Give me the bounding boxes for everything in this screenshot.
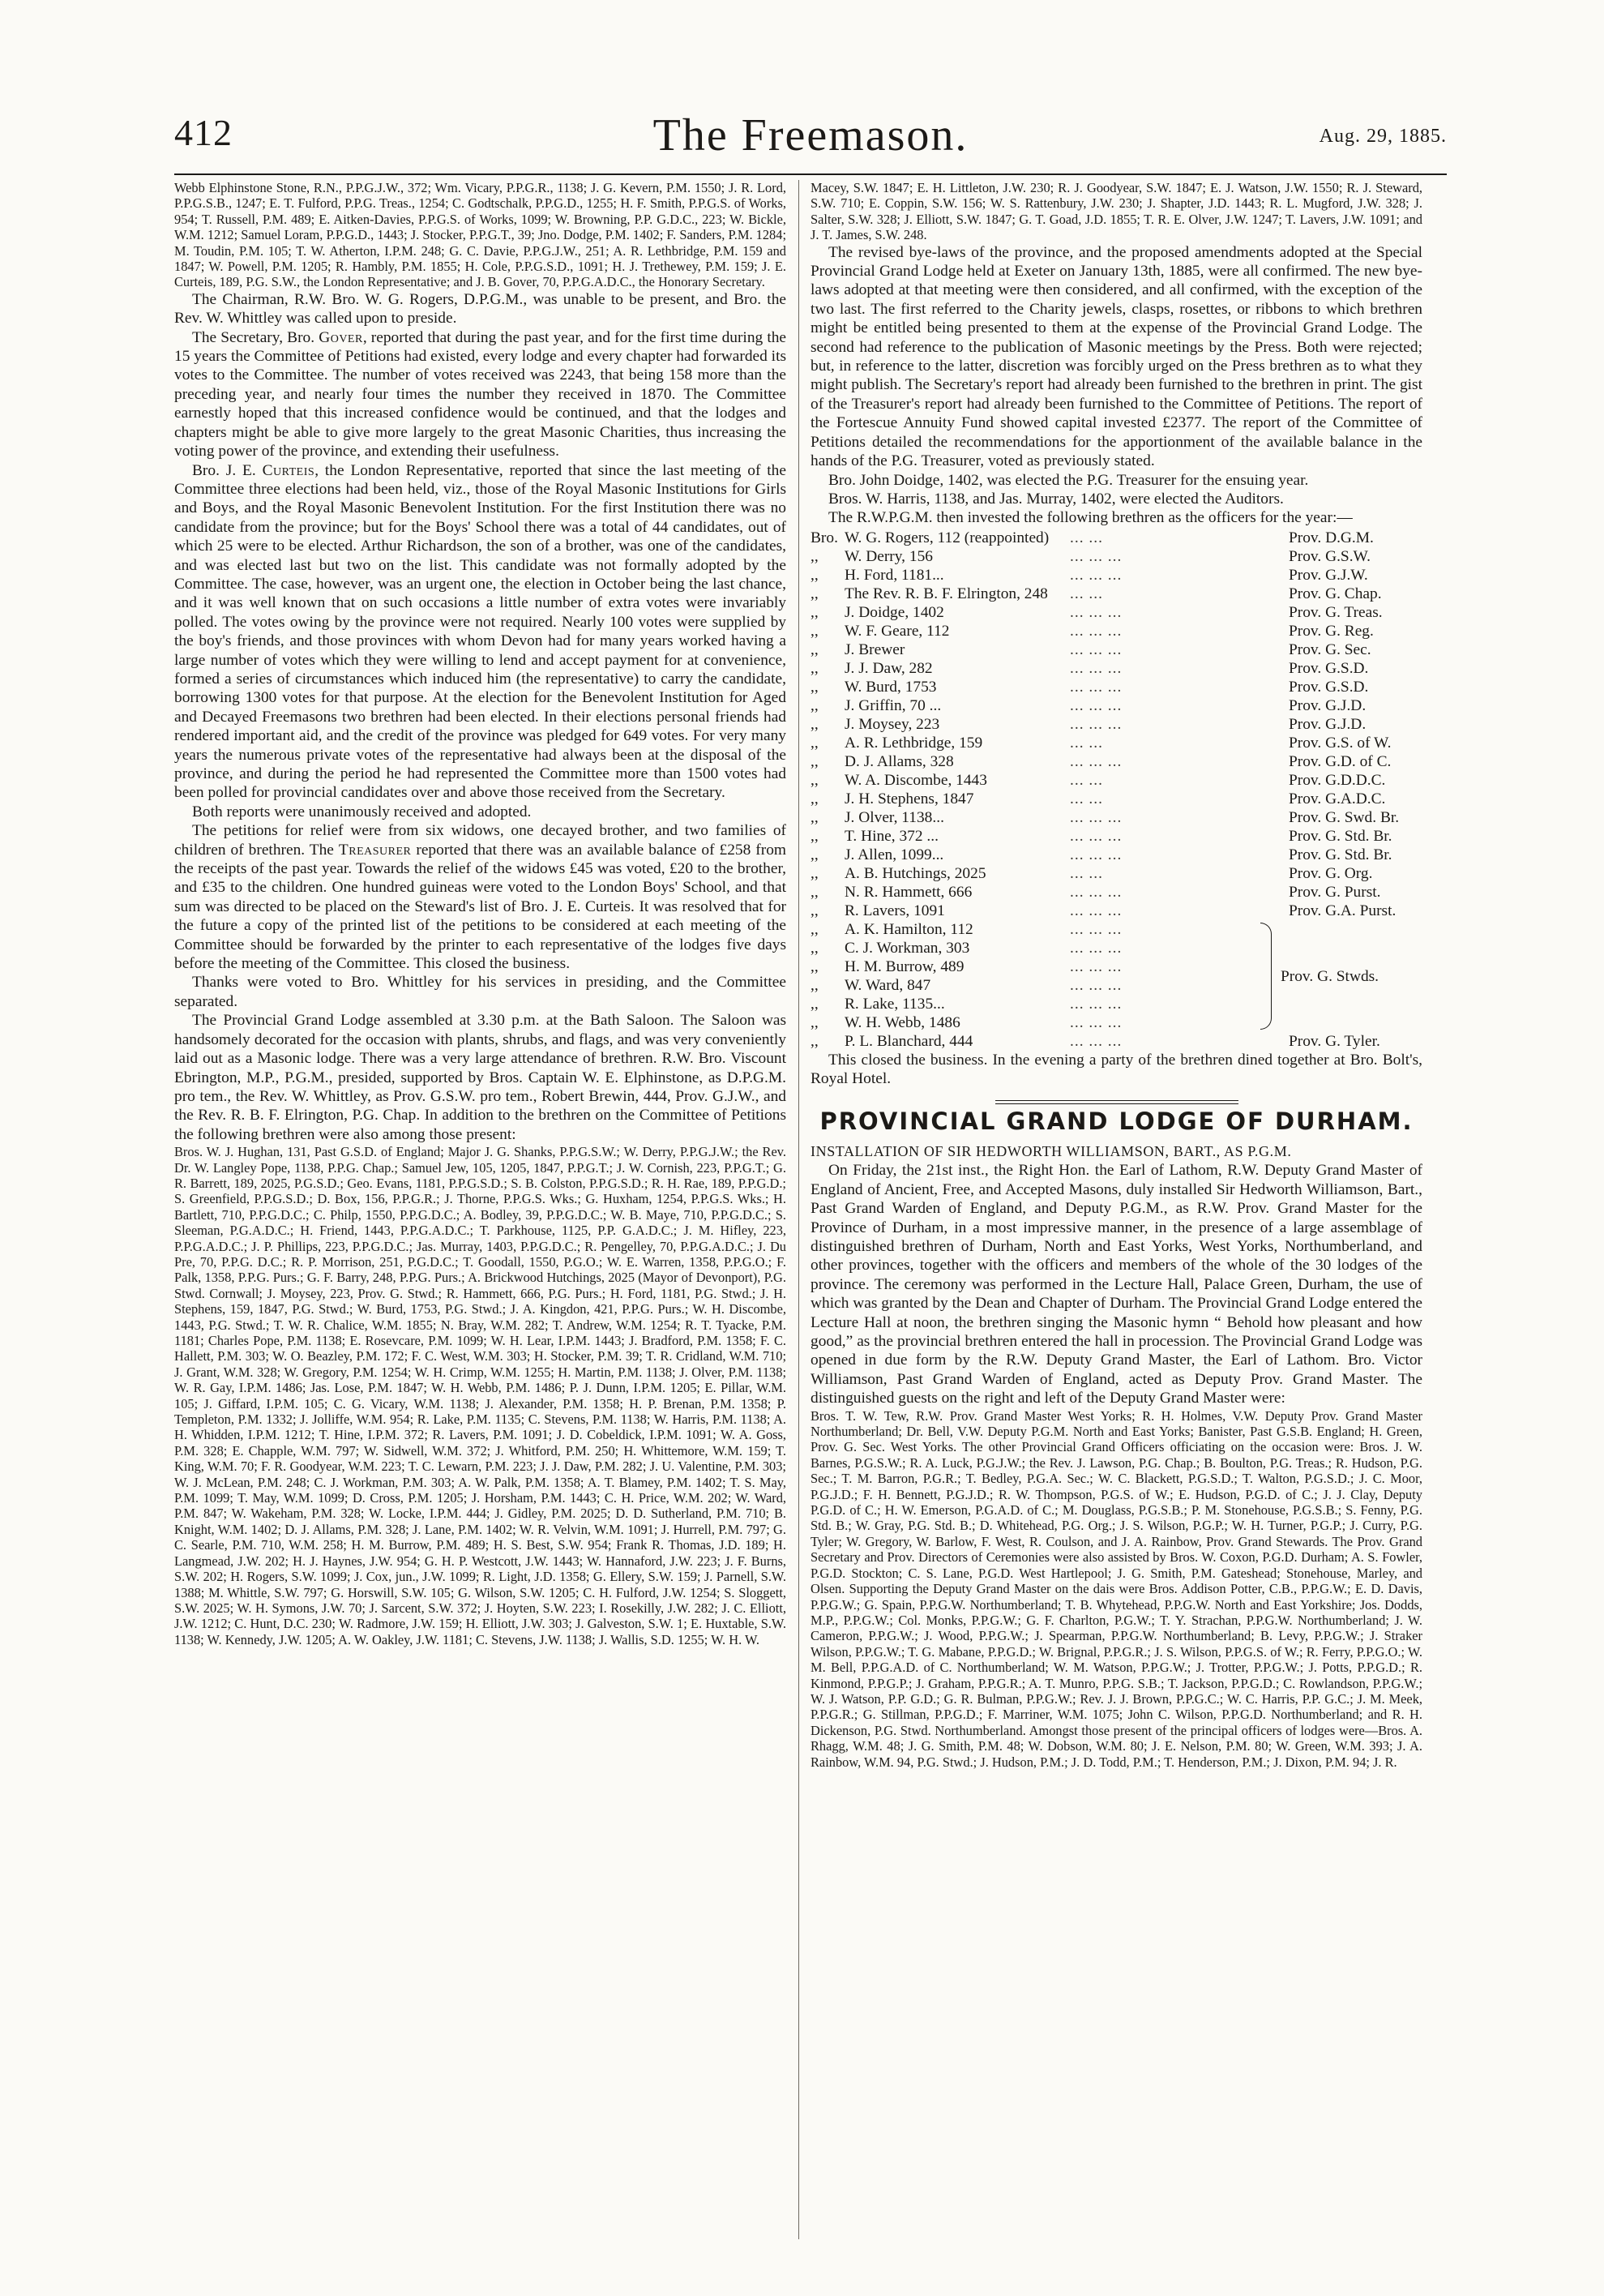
officer-office: Prov. D.G.M. bbox=[1289, 529, 1374, 546]
officer-name: R. Lake, 1135... bbox=[845, 995, 945, 1013]
leader-dots: ... ... ... bbox=[1070, 678, 1123, 696]
paragraph-secretary-report bbox=[174, 328, 786, 461]
officer-name: W. Ward, 847 bbox=[845, 976, 931, 994]
officer-name: W. F. Geare, 112 bbox=[845, 622, 950, 640]
officer-row bbox=[811, 995, 1422, 1013]
officer-name: A. R. Lethbridge, 159 bbox=[845, 734, 983, 752]
leader-dots: ... ... ... bbox=[1070, 957, 1123, 975]
paragraph-thanks: Thanks were voted to Bro. Whittley for his services in presiding, and the Committee separated. bbox=[174, 974, 786, 1010]
officer-prefix: ,, bbox=[811, 603, 819, 621]
officer-name: J. Moysey, 223 bbox=[845, 715, 940, 733]
officer-office: Prov. G. Treas. bbox=[1289, 603, 1383, 621]
officer-row bbox=[811, 640, 1422, 659]
leader-dots: ... ... ... bbox=[1070, 920, 1123, 938]
newspaper-title: The Freemason. bbox=[652, 110, 969, 161]
officer-name: W. A. Discombe, 1443 bbox=[845, 771, 987, 789]
officer-office: Prov. G.J.D. bbox=[1289, 715, 1367, 733]
officer-row bbox=[811, 752, 1422, 771]
officer-prefix: ,, bbox=[811, 902, 819, 919]
officer-prefix: ,, bbox=[811, 790, 819, 807]
section-heading: PROVINCIAL GRAND LODGE OF DURHAM. bbox=[819, 1107, 1414, 1135]
officer-prefix: ,, bbox=[811, 622, 819, 640]
paragraph-reports-adopted: Both reports were unanimously received and adopted. bbox=[192, 803, 532, 820]
officer-prefix: ,, bbox=[811, 566, 819, 584]
section-rule bbox=[995, 1100, 1238, 1101]
leader-dots: ... ... ... bbox=[1070, 1032, 1123, 1050]
attendee-list-text: Macey, S.W. 1847; E. H. Littleton, J.W. 230; R. J. Goodyear, S.W. 1847; E. J. Watson, J.W. 1550; R. J. Steward, S.W. 710; E. Coppin, S.W. 156; W. S. Rattenbury, J.W. 230; J. Shapter, J.D. 1443; R. L. Mugford, J.W. 328; J. Salter, S.W. 328; J. Elliott, S.W. 1847; G. T. Goad, J.D. 1855; T. R. E. Olver, J.W. 1247; T. Lavers, J.W. 1091; and J. T. James, S.W. 248. bbox=[811, 180, 1422, 243]
officer-office: Prov. G. Swd. Br. bbox=[1289, 808, 1400, 826]
officer-prefix: ,, bbox=[811, 808, 819, 826]
officer-prefix: ,, bbox=[811, 883, 819, 901]
installation-subheading: INSTALLATION OF SIR HEDWORTH WILLIAMSON, BART., AS P.G.M. bbox=[811, 1142, 1292, 1159]
leader-dots: ... ... ... bbox=[1070, 603, 1123, 621]
paragraph-chairman: The Chairman, R.W. Bro. W. G. Rogers, D.P.G.M., was unable to be present, and Bro. the Rev. W. Whittley was called upon to preside. bbox=[174, 290, 786, 328]
text-span: The petitions for relief were from six widows, one decayed brother, and two families of children of brethren. The bbox=[174, 822, 786, 859]
officer-prefix: ,, bbox=[811, 976, 819, 994]
leader-dots: ... ... ... bbox=[1070, 752, 1123, 770]
officer-prefix: ,, bbox=[811, 752, 819, 770]
leader-dots: ... ... ... bbox=[1070, 939, 1123, 957]
name-smallcaps: Treasurer bbox=[338, 841, 412, 859]
attendee-list-text: Bros. T. W. Tew, R.W. Prov. Grand Master West Yorks; R. H. Holmes, V.W. Deputy Prov. Grand Master Northumberland; Dr. Bell, V.W. Deputy P.G.M. North and East Yorks; Banister, Past G.S.B. England; H. Green, Prov. G. Sec. West Yorks. The other Provincial Grand Officers officiating on the occasion were: Bros. J. W. Barnes, P.G.S.W.; R. A. Luck, P.G.J.W.; the Rev. J. Lawson, P.G. Chap.; B. Boulton, P.G. Treas.; R. Hudson, P.G. Sec.; T. M. Barron, P.G.R.; T. Bedley, P.G.A. Sec.; W. C. Blackett, P.G.S.D.; T. Walton, P.G.S.D.; J. C. Moor, P.G.J.D.; F. H. Bennett, P.G.J.D.; R. W. Thompson, P.G.S. of W.; E. Hudson, P.G.D. of C.; J. J. Clay, Deputy P.G.D. of C.; H. W. Emerson, P.G.A.D. of C.; M. Douglass, P.G.S.B.; P. M. Stonehouse, P.G.S.B.; S. Fenny, P.G. Std. B.; W. Gray, P.G. Std. B.; D. Whitehead, P.G. Org.; J. S. Wilson, P.G.P.; W. H. Turner, P.G.P.; J. Curry, P.G. Tyler; W. Gregory, W. Barlow, F. West, R. Coulson, and J. A. Rainbow, Prov. Grand Stewards. The Prov. Grand Secretary and Prov. Directors of Ceremonies were also assisted by Bros. W. Coxon, P.G.D. Durham; A. S. Fowler, P.G.D. Stockton; C. S. Lane, P.G.D. West Hartlepool; J. G. Smith, P.M. Gateshead; Stonehouse, Marley, and Olsen. Supporting the Deputy Grand Master on the dais were Bros. Addison Potter, C.B., P.P.G.W.; E. D. Davis, P.P.G.W.; G. Spain, P.P.G.W. Northumberland; T. B. Whytehead, P.P.G.W. North and East Yorkshire; Jos. Dodds, M.P., P.P.G.W.; Col. Monks, P.P.G.W.; G. F. Charlton, P.G.W.; T. Y. Strachan, P.P.G.W. Northumberland; J. W. Cameron, P.P.G.W.; J. Wood, P.P.G.W.; J. Spearman, P.P.G.W. Northumberland; B. Levy, P.P.G.W.; J. Straker Wilson, P.P.G.W.; T. G. Mabane, P.P.G.D.; W. Brignal, P.P.G.R.; J. S. Wilson, P.P.G.S. of W.; R. Ferry, P.P.G.O.; W. M. Bell, P.P.G.A.D. of C. Northumberland; W. M. Watson, P.P.G.W.; J. Trotter, P.P.G.W.; J. Potts, P.P.G.D.; R. Kinmond, P.P.G.P.; J. Graham, P.P.G.R.; A. T. Munro, P.P.G. S.B.; T. Jackson, P.P.G.D.; C. Rowlandson, P.P.G.W.; W. J. Watson, P.P. G.D.; G. R. Bulman, P.P.G.W.; Rev. J. J. Brown, P.P.G.C.; W. C. Harris, P.P. G.C.; J. M. Meek, P.P.G.R.; G. Stillman, P.P.G.D.; F. Marriner, W.M. 1075; John C. Wilson, P.P.G.D. Northumberland; and R. H. Dickenson, P.G. Stwd. Northumberland. Amongst those present of the principal officers of lodges were—Bros. A. Rhagg, W.M. 48; J. G. Smith, P.M. 48; W. Dobson, W.M. 80; J. E. Nelson, P.M. 80; W. Green, W.M. 393; J. A. Rainbow, W.M. 94, P.G. Stwd.; J. Hudson, P.M.; J. D. Todd, P.M.; T. Henderson, P.M.; J. Dixon, P.M. 94; J. R. bbox=[811, 1407, 1422, 1770]
officer-name: W. G. Rogers, 112 (reappointed) bbox=[845, 529, 1050, 546]
officer-prefix: ,, bbox=[811, 864, 819, 882]
officer-row bbox=[811, 808, 1422, 827]
officer-name: H. Ford, 1181... bbox=[845, 566, 944, 584]
officer-row bbox=[811, 771, 1422, 790]
durham-attendee-list bbox=[811, 1408, 1422, 1770]
paragraph-provincial-grand-lodge: The Provincial Grand Lodge assembled at 3.30 p.m. at the Bath Saloon. The Saloon was handsomely decorated for the occasion with plants, shrubs, and flags, and was very conveniently laid out as a Masonic lodge. There was a very large attendance of brethren. R.W. Bro. Viscount Ebrington, M.P., P.G.M., presided, supported by Bros. Captain W. E. Elphinstone, as D.P.G.M. pro tem., the Rev. W. Whittley, as Prov. G.S.W. pro tem., Robert Brewin, 444, Prov. G.J.W., and the Rev. R. B. F. Elrington, P.G. Chap. In addition to the brethren on the Committee of Petitions the following brethren were also among those present: bbox=[174, 1012, 786, 1143]
officer-office: Prov. G.A. Purst. bbox=[1289, 902, 1397, 919]
leader-dots: ... ... bbox=[1070, 585, 1103, 602]
paragraph-london-representative bbox=[174, 461, 786, 803]
officer-name: J. Brewer bbox=[845, 640, 905, 658]
leader-dots: ... ... bbox=[1070, 864, 1103, 882]
paragraph-closing: This closed the business. In the evening a party of the brethren dined together at Bro. Bolt's, Royal Hotel. bbox=[811, 1051, 1422, 1088]
right-column bbox=[811, 180, 1422, 1770]
paragraph-treasurer-elected: Bro. John Doidge, 1402, was elected the P.G. Treasurer for the ensuing year. bbox=[828, 471, 1309, 489]
officer-office: Prov. G.S. of W. bbox=[1289, 734, 1392, 752]
leader-dots: ... ... ... bbox=[1070, 902, 1123, 919]
officer-prefix: ,, bbox=[811, 547, 819, 565]
leader-dots: ... ... bbox=[1070, 790, 1103, 807]
leader-dots: ... ... ... bbox=[1070, 1013, 1123, 1031]
officer-prefix: ,, bbox=[811, 771, 819, 789]
officer-prefix: ,, bbox=[811, 678, 819, 696]
officer-office: Prov. G. Chap. bbox=[1289, 585, 1382, 602]
officer-row bbox=[811, 902, 1422, 920]
officer-row bbox=[811, 734, 1422, 752]
officer-prefix: ,, bbox=[811, 995, 819, 1013]
officer-name: D. J. Allams, 328 bbox=[845, 752, 954, 770]
officer-row bbox=[811, 566, 1422, 585]
officer-office: Prov. G.J.D. bbox=[1289, 696, 1367, 714]
officer-office: Prov. G.S.D. bbox=[1289, 659, 1369, 677]
officer-row bbox=[811, 585, 1422, 603]
officer-name: P. L. Blanchard, 444 bbox=[845, 1032, 973, 1050]
officer-office: Prov. G. Org. bbox=[1289, 864, 1373, 882]
name-smallcaps: Gover bbox=[319, 328, 363, 346]
officer-row bbox=[811, 696, 1422, 715]
officer-name: J. Griffin, 70 ... bbox=[845, 696, 942, 714]
text-span: Bro. J. E. bbox=[192, 461, 263, 479]
officer-row bbox=[811, 827, 1422, 846]
officer-prefix: ,, bbox=[811, 585, 819, 602]
officer-name: J. Doidge, 1402 bbox=[845, 603, 944, 621]
leader-dots: ... ... ... bbox=[1070, 640, 1123, 658]
leader-dots: ... ... ... bbox=[1070, 566, 1123, 584]
leader-dots: ... ... ... bbox=[1070, 995, 1123, 1013]
officer-row bbox=[811, 529, 1422, 547]
officer-name: W. Burd, 1753 bbox=[845, 678, 937, 696]
officer-office: Prov. G.A.D.C. bbox=[1289, 790, 1386, 807]
officer-prefix: ,, bbox=[811, 827, 819, 845]
paragraph-bye-laws: The revised bye-laws of the province, and the proposed amendments adopted at the Special Provincial Grand Lodge held at Exeter on January 13th, 1885, were all confirmed. The new bye-laws adopted at that meeting were then considered, and all confirmed, with the exception of the two last. The first referred to the Charity jewels, clasps, rosettes, or ribbons to which brethren might be entitled being presented to them at the expense of the Provincial Grand Lodge. The second had reference to the publication of Masonic meetings by the Press. Both were rejected; but, in reference to the latter, discretion was forcibly urged on the Press brethren as to what they might publish. The Secretary's report had already been furnished to the brethren in print. The gist of the Treasurer's report had already been furnished to the Committee of Petitions. The report of the Fortescue Annuity Fund showed capital invested £2377. The report of the Committee of Petitions detailed the recommendations for the apportionment of the available balance in the hands of the P.G. Treasurer, voted as previously stated. bbox=[811, 243, 1422, 470]
officer-office: Prov. G.S.D. bbox=[1289, 678, 1369, 696]
leader-dots: ... ... ... bbox=[1070, 547, 1123, 565]
leader-dots: ... ... ... bbox=[1070, 976, 1123, 994]
officer-name: A. B. Hutchings, 2025 bbox=[845, 864, 986, 882]
officer-row bbox=[811, 1032, 1422, 1051]
officer-office: Prov. G. Tyler. bbox=[1289, 1032, 1380, 1050]
officer-row bbox=[811, 939, 1422, 957]
text-span: reported that there was an available balance of £258 from the receipts of the past year. Towards the relief of the widows £45 was voted, £20 to the brother, and £35 to the children. One hundred guineas were voted to the London Boys' School, and that sum was directed to be placed on the Steward's list of Bro. J. E. Curteis. It was resolved that for the future a copy of the printed list of the petitions to be considered at each meeting of the Committee should be forwarded by the printer to each representative of the lodges five days before the meeting of the Committee. This closed the business. bbox=[174, 841, 786, 973]
officer-row bbox=[811, 846, 1422, 864]
officer-office: Prov. G. Purst. bbox=[1289, 883, 1381, 901]
officer-name: J. Allen, 1099... bbox=[845, 846, 944, 863]
officer-office: Prov. G.D.D.C. bbox=[1289, 771, 1386, 789]
attendee-list-continued bbox=[174, 180, 786, 290]
officer-prefix: ,, bbox=[811, 1013, 819, 1031]
leader-dots: ... ... bbox=[1070, 529, 1103, 546]
officer-name: C. J. Workman, 303 bbox=[845, 939, 970, 957]
officer-prefix: ,, bbox=[811, 939, 819, 957]
name-smallcaps: Curteis bbox=[262, 461, 315, 479]
leader-dots: ... ... bbox=[1070, 734, 1103, 752]
officer-name: W. Derry, 156 bbox=[845, 547, 933, 565]
section-rule bbox=[995, 1103, 1238, 1104]
officer-prefix: ,, bbox=[811, 957, 819, 975]
paragraph-petitions bbox=[174, 821, 786, 973]
masthead bbox=[174, 109, 1447, 174]
officer-name: T. Hine, 372 ... bbox=[845, 827, 939, 845]
issue-date: Aug. 29, 1885. bbox=[1319, 126, 1447, 147]
officers-list bbox=[811, 529, 1422, 1051]
officer-name: J. J. Daw, 282 bbox=[845, 659, 933, 677]
officer-prefix: ,, bbox=[811, 659, 819, 677]
officer-name: J. H. Stephens, 1847 bbox=[845, 790, 974, 807]
leader-dots: ... ... ... bbox=[1070, 846, 1123, 863]
leader-dots: ... ... ... bbox=[1070, 883, 1123, 901]
officer-prefix: Bro. bbox=[811, 529, 838, 546]
officer-row bbox=[811, 678, 1422, 696]
paragraph-officers-intro: The R.W.P.G.M. then invested the following brethren as the officers for the year:— bbox=[828, 509, 1353, 527]
officer-row bbox=[811, 603, 1422, 622]
officer-name: J. Olver, 1138... bbox=[845, 808, 944, 826]
officer-prefix: ,, bbox=[811, 920, 819, 938]
attendee-list-text: Webb Elphinstone Stone, R.N., P.P.G.J.W., 372; Wm. Vicary, P.P.G.R., 1138; J. G. Kevern, P.M. 1550; J. R. Lord, P.P.G.S.B., 1247; E. T. Fulford, P.P.G. Treas., 1254; C. Godtschalk, P.P.G.D., 1255; H. F. Smith, P.P.G.S. of Works, 954; T. Russell, P.M. 489; E. Aitken-Davies, P.P.G.S. of Works, 1099; W. Browning, P.P. G.D.C., 223; W. Bickle, W.M. 1212; Samuel Loram, P.P.G.D., 1443; J. Stocker, P.P.G.T., 39; Jno. Dodge, P.M. 1402; F. Sanders, P.M. 1284; M. Toudin, P.M. 105; T. W. Atherton, I.P.M. 248; G. C. Davie, P.P.G.J.W., 251; A. R. Lethbridge, P.M. 159 and 1847; W. Powell, P.M. 1205; R. Hambly, P.M. 1855; H. Cole, P.P.G.S.D., 1091; H. J. Trethewey, P.M. 159; J. E. Curteis, 189, P.G. S.W., the London Representative; and J. B. Gover, 70, P.P.G.A.D.C., the Honorary Secretary. bbox=[174, 180, 786, 290]
text-span: , the London Representative, reported that since the last meeting of the Committee three elections had been held, viz., those of the Royal Masonic Institutions for Girls and Boys, and the Royal Masonic Benevolent Institution. For the first Institution there was no candidate from the province; but for the Boys' School there was a total of 44 candidates, out of which 25 were to be elected. Arthur Richardson, the son of a brother, was one of the candidates, and was elected last but two on the list. This candidate was not formally adopted by the Committee. The case, however, was an urgent one, the election in October being the last chance, and it was well known that on such occasions a little number of extra votes were invariably polled. The votes owing by the province were not required. Nearly 100 votes were supplied by the boy's friends, and those provinces with whom Devon had for many years worked having a large number of votes which they were willing to lend and accept payment for at convenience, formed a series of circumstances which induced him (the representative) to carry the candidate, borrowing 1300 votes for that purpose. At the election for the Benevolent Institution for Aged and Decayed Freemasons two brethren had been elected. In their elections personal friends had rendered important aid, and the credit of the province was pledged for 649 votes. For very many years the numerous private votes of the representative had always been at the disposal of the province, and during the period he had represented the Committee more than 1500 votes had been polled for provincial candidates over and above those received from the Secretary. bbox=[174, 461, 786, 802]
officer-name: N. R. Hammett, 666 bbox=[845, 883, 973, 901]
officer-name: The Rev. R. B. F. Elrington, 248 bbox=[845, 585, 1048, 602]
officer-row bbox=[811, 1013, 1422, 1032]
officer-row bbox=[811, 920, 1422, 939]
officer-office: Prov. G. Std. Br. bbox=[1289, 846, 1392, 863]
officer-office: Prov. G.J.W. bbox=[1289, 566, 1368, 584]
officer-name: A. K. Hamilton, 112 bbox=[845, 920, 973, 938]
officer-row bbox=[811, 790, 1422, 808]
officer-name: W. H. Webb, 1486 bbox=[845, 1013, 960, 1031]
attendee-list-text: Bros. W. J. Hughan, 131, Past G.S.D. of England; Major J. G. Shanks, P.P.G.S.W.; W. Derry, P.P.G.J.W.; the Rev. Dr. W. Langley Pope, 1138, P.P.G. Chap.; Samuel Jew, 105, 1205, 1847, P.P.G.T.; J. W. Cornish, 223, P.P.G.T.; G. R. Barrett, 189, 2025, P.G.S.D.; Geo. Evans, 1181, P.P.G.S.D.; S. B. Colston, P.P.G.S.D.; R. H. Rae, 189, P.P.G.D.; S. Greenfield, P.P.G.S.D.; D. Box, 156, P.P.G.R.; J. Thorne, P.P.G.S. Wks.; G. Huxham, 1254, P.P.G.S. Wks.; H. Bartlett, 710, P.P.G.D.C.; C. Philp, 1550, P.P.G.D.C.; A. Bodley, 39, P.P.G.D.C.; W. B. Maye, 710, P.P.G.D.C.; S. Sleeman, P.G.A.D.C.; H. Friend, 1443, P.P.G.A.D.C.; T. Parkhouse, 1125, P.P. G.A.D.C.; J. M. Hifley, 223, P.P.G.A.D.C.; J. P. Phillips, 223, P.P.G.D.C.; Jas. Murray, 1403, P.P.G.D.C.; R. Pengelley, 70, P.P.G.A.D.C.; J. Du Pre, 70, P.P.G. D.C.; R. P. Morrison, 251, P.G.D.C.; T. Goodall, 1550, P.G.O.; W. E. Warren, 1358, P.P.G.O.; F. Palk, 1358, P.P.G. Purs.; G. F. Barry, 248, P.P.G. Purs.; A. Brickwood Hutchings, 2025 (Mayor of Devonport), P.G. Stwd. Cornwall; J. Moysey, 223, Prov. G. Stwd.; R. Hammett, 666, P.G. Purs.; H. Ford, 1181, P.G. Stwd.; J. H. Stephens, 159, 1847, P.G. Stwd.; W. Burd, 1753, P.G. Stwd.; J. A. Kingdon, 421, P.P.G. Purs.; W. H. Discombe, 1443, P.G. Stwd.; T. W. R. Chalice, W.M. 1855; N. Bray, W.M. 282; T. Andrew, W.M. 1254; R. T. Tyacke, P.M. 1181; Charles Pope, P.M. 1138; E. Rosevcare, P.M. 1099; W. H. Lear, I.P.M. 1443; J. Bradford, P.M. 1358; F. C. Hallett, P.M. 303; W. O. Beazley, P.M. 172; F. C. West, W.M. 303; H. Stocker, P.M. 39; T. R. Cridland, W.M. 710; J. Grant, W.M. 328; W. Gregory, P.M. 1254; W. H. Crimp, W.M. 1255; H. Martin, P.M. 1138; J. Olver, P.M. 1138; W. R. Gay, I.P.M. 1486; Jas. Lose, P.M. 1847; W. H. Webb, P.M. 1486; P. J. Dunn, I.P.M. 1205; E. Pillar, W.M. 105; J. Giffard, I.P.M. 105; C. G. Vicary, W.M. 1138; J. Alexander, P.M. 1358; H. P. Brenan, P.M. 1358; P. Templeton, P.M. 1332; J. Jolliffe, W.M. 954; R. Lake, P.M. 1135; C. Stevens, P.M. 1138; W. Harris, P.M. 1138; A. H. Whidden, I.P.M. 1212; T. Hine, I.P.M. 372; R. Lavers, P.M. 1091; J. D. Cobeldick, I.P.M. 1091; W. A. Goss, P.M. 328; E. Chapple, W.M. 797; W. Sidwell, W.M. 372; J. Whitford, P.M. 250; H. Whittemore, W.M. 159; T. King, W.M. 70; F. R. Goodyear, W.M. 223; T. C. Lewarn, P.M. 223; J. J. Daw, P.M. 282; J. U. Valentine, P.M. 303; W. J. McLean, P.M. 248; C. J. Workman, P.M. 303; A. W. Palk, P.M. 1358; A. T. Blamey, P.M. 1402; T. S. May, P.M. 1099; T. May, W.M. 1099; D. Cross, P.M. 1205; J. Horsham, P.M. 1443; C. H. Price, W.M. 202; W. Ward, P.M. 847; W. Wakeham, P.M. 328; W. Locke, I.P.M. 444; J. Gidley, P.M. 2025; D. D. Sutherland, P.M. 710; B. Knight, W.M. 1402; D. J. Allams, P.M. 328; J. Lane, P.M. 1402; W. R. Velvin, W.M. 1091; J. Hurrell, P.M. 797; G. C. Searle, P.M. 710, W.M. 258; H. M. Burrow, P.M. 489; H. S. Best, S.W. 954; Frank R. Thomas, J.D. 189; H. Langmead, J.W. 202; H. J. Haynes, J.W. 954; G. H. P. Westcott, J.W. 1443; W. Hannaford, J.W. 223; J. F. Burns, S.W. 202; H. Rogers, S.W. 1099; J. Cox, jun., J.W. 1099; R. Light, J.D. 1358; G. Ellery, S.W. 159; J. Parnell, S.W. 1388; M. Whittle, S.W. 797; G. Horswill, S.W. 105; G. Wilson, S.W. 1205; C. H. Fulford, J.W. 1254; S. Sloggett, S.W. 2025; W. H. Symons, J.W. 70; J. Sarcent, S.W. 372; J. Hoyten, S.W. 223; I. Rosekilly, J.W. 282; J. C. Elliott, J.W. 1212; C. Hunt, D.C. 230; W. Radmore, J.W. 159; H. Elliott, J.W. 303; J. Galveston, S.W. 1; E. Huxtable, S.W. 1138; W. Kennedy, J.W. 1205; A. W. Oakley, J.W. 1181; C. Stevens, J.W. 1138; J. Wallis, S.D. 1255; W. H. W. bbox=[174, 1144, 786, 1647]
paragraph-auditors: Bros. W. Harris, 1138, and Jas. Murray, 1402, were elected the Auditors. bbox=[828, 490, 1284, 508]
attendee-list bbox=[174, 1144, 786, 1647]
officer-row bbox=[811, 547, 1422, 566]
left-column bbox=[174, 180, 786, 1647]
leader-dots: ... ... ... bbox=[1070, 715, 1123, 733]
officer-office: Prov. G.D. of C. bbox=[1289, 752, 1392, 770]
officer-row bbox=[811, 715, 1422, 734]
leader-dots: ... ... bbox=[1070, 771, 1103, 789]
officer-row bbox=[811, 659, 1422, 678]
text-span: The Secretary, Bro. bbox=[192, 328, 319, 346]
page-number: 412 bbox=[174, 112, 233, 153]
leader-dots: ... ... ... bbox=[1070, 622, 1123, 640]
attendee-list-continued bbox=[811, 180, 1422, 243]
officer-prefix: ,, bbox=[811, 640, 819, 658]
officer-office: Prov. G.S.W. bbox=[1289, 547, 1371, 565]
officer-prefix: ,, bbox=[811, 846, 819, 863]
officer-row bbox=[811, 622, 1422, 640]
column-divider bbox=[798, 180, 799, 2239]
officer-name: R. Lavers, 1091 bbox=[845, 902, 945, 919]
leader-dots: ... ... ... bbox=[1070, 827, 1123, 845]
officer-name: H. M. Burrow, 489 bbox=[845, 957, 965, 975]
officer-office: Prov. G. Reg. bbox=[1289, 622, 1374, 640]
officer-prefix: ,, bbox=[811, 734, 819, 752]
stewards-office: Prov. G. Stwds. bbox=[1281, 967, 1379, 985]
paragraph-durham-installation: On Friday, the 21st inst., the Right Hon. the Earl of Lathom, R.W. Deputy Grand Master of England of Ancient, Free, and Accepted Masons, duly installed Sir Hedworth Williamson, Bart., Past Grand Warden of England, and Deputy P.G.M., as R.W. Prov. Grand Master for the Province of Durham, in a most impressive manner, in the presence of a large assemblage of distinguished brethren of Durham, North and East Yorks, West Yorks, Northumberland, and other provinces, together with the officers and members of the whole of the 30 lodges of the province. The ceremony was performed in the Lecture Hall, Palace Green, Durham, the use of which was granted by the Dean and Chapter of Durham. The Provincial Grand Lodge entered the Lecture Hall at noon, the brethren singing the Masonic hymn “ Behold how pleasant and how good,” as the provincial brethren entered the hall in procession. The Provincial Grand Lodge was opened in due form by the R.W. Deputy Grand Master, the Earl of Lathom. Bro. Victor Williamson, Past Grand Warden of England, acted as Deputy Prov. Grand Master. The distinguished guests on the right and left of the Deputy Grand Master were: bbox=[811, 1162, 1422, 1407]
officer-prefix: ,, bbox=[811, 1032, 819, 1050]
masthead-rule bbox=[174, 173, 1447, 175]
leader-dots: ... ... ... bbox=[1070, 659, 1123, 677]
leader-dots: ... ... ... bbox=[1070, 808, 1123, 826]
stewards-bracket bbox=[1260, 923, 1272, 1030]
officer-prefix: ,, bbox=[811, 696, 819, 714]
text-span: , reported that during the past year, and for the first time during the 15 years the Committee of Petitions had existed, every lodge and every chapter had forwarded its votes to the Committee. The number of votes received was 2243, that being 158 more than the preceding year, and nearly four times the number they received in 1870. The Committee earnestly hoped that this increased confidence would be continued, and that the lodges and chapters might be able to give more largely to the great Masonic Charities, thus increasing the voting power of the province, and extending their usefulness. bbox=[174, 328, 787, 460]
leader-dots: ... ... ... bbox=[1070, 696, 1123, 714]
officer-row bbox=[811, 864, 1422, 883]
officer-office: Prov. G. Std. Br. bbox=[1289, 827, 1392, 845]
officer-row bbox=[811, 883, 1422, 902]
officer-office: Prov. G. Sec. bbox=[1289, 640, 1371, 658]
officer-prefix: ,, bbox=[811, 715, 819, 733]
